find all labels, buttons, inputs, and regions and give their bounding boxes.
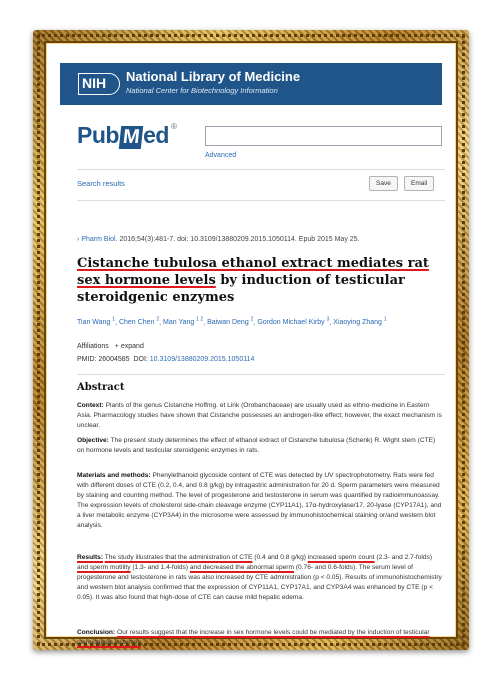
email-button[interactable]: Email (404, 176, 434, 191)
search-results-link[interactable]: Search results (77, 179, 125, 188)
nih-title[interactable]: National Library of Medicine (126, 69, 301, 84)
divider (77, 169, 445, 170)
registered-mark: ® (171, 122, 177, 131)
author-link[interactable]: Gordon Michael Kirby $^3$ (257, 317, 330, 327)
author-link[interactable]: Chen Chen $^2$ (118, 317, 160, 327)
citation-line (77, 236, 360, 243)
pubmed-logo[interactable] (77, 122, 169, 149)
pubmed-logo-ed: ed (143, 122, 169, 148)
advanced-search-link[interactable]: Advanced (205, 152, 237, 159)
abstract-methods: Materials and methods: Phenylethanoid glycoside content of CTE was detected by UV spectrophotometry. Rats were fed with different doses of CTE (0.2, 0.4, and 0.8 g/kg) by intragastric administration for 20 d. Sperm parameters were measured by staining and counting method. The level of progesterone and testosterone in serum was quantified by radioimmunoassay. The expression levels of cholesterol side-chain cleavage enzyme (CYP11A1), 17α-hydroxylase/17, 20-lyase (CYP17A1), and a liver metabolic enzyme (CYP3A4) in the microsome were assessed by immunohistochemical staining or/and western blot analysis. (77, 472, 442, 529)
author-link[interactable]: Tian Wang $^1$ (77, 317, 116, 327)
abstract-conclusion: Conclusion: Our results suggest that the increase in sex hormone levels could be mediated by the induction of testicular steroidgenic enzymes. (77, 629, 430, 646)
abstract-heading: Abstract (77, 382, 125, 393)
article-title (77, 255, 442, 306)
doi-label: DOI: (133, 356, 148, 363)
nih-subtitle: National Center for Biotechnology Information (126, 86, 278, 95)
abstract-context: Context: Plants of the genus Cistanche Hoffmg. et Link (Orobanchaceae) are usually used as ethno-medicine in Eastern Asia. Pharmacology studies have shown that Cistanche possesses an androgen-like effect; however, the exact mechanism is unclear. (77, 402, 442, 429)
nih-logo[interactable]: NIH (78, 73, 120, 95)
abstract-objective: Objective: The present study determines the effect of ethanol extract of Cistanche tubulosa (Schenk) R. Wight stem (CTE) on hormone levels and testicular steroidgenic enzymes in rats. (77, 437, 436, 454)
pubmed-page (47, 44, 455, 646)
affiliations-row[interactable] (77, 343, 144, 350)
plus-icon: + (114, 343, 119, 350)
abstract-results: Results: The study illustrates that the administration of CTE (0.4 and 0.8 g/kg) increased sperm count (2.3- and 2.7-folds) and sperm motility (1.3- and 1.4-folds) and decreased the abnormal sperm (0.76- and 0.6-folds). The serum level of progesterone and testosterone in rats was also increased by CTE administration (p < 0.05). Results of immunohistochemistry and western blot analysis confirmed that the expression of CYP11A1, CYP17A1, and CYP3A4 was enhanced by CTE (p < 0.05). It was also found that high-dose of CTE can cause mild hepatic edema. (77, 554, 442, 601)
divider (77, 374, 445, 375)
author-list: Tian Wang $^1$, Chen Chen $^2$, Man Yang $^{1 2}$, Baiwan Deng $^2$, Gordon Michael Kirby $^3$, Xiaoying Zhang $^1$ (77, 317, 387, 327)
save-button[interactable]: Save (369, 176, 398, 191)
citation-details: 2016;54(3):481-7. doi: 10.3109/13880209.2015.1050114. Epub 2015 May 25. (119, 236, 360, 243)
doi-link[interactable]: 10.3109/13880209.2015.1050114 (149, 356, 255, 363)
chevron-right-icon: › (77, 236, 80, 243)
title-rest: by induction of testicular steroidgenic enzymes (77, 273, 405, 305)
affiliations-label: Affiliations (77, 343, 109, 350)
expand-link[interactable]: expand (120, 343, 144, 350)
author-link[interactable]: Baiwan Deng $^2$ (207, 317, 254, 327)
author-link[interactable]: Man Yang $^{1 2}$ (163, 317, 204, 327)
pubmed-logo-pub: Pub (77, 122, 119, 148)
gold-picture-frame (33, 30, 469, 650)
title-underlined: Cistanche tubulosa ethanol extract mediates rat sex hormone levels (77, 256, 429, 288)
divider (77, 200, 445, 201)
pmid: PMID: 26004585 (77, 356, 130, 363)
journal-link[interactable]: Pharm Biol. (81, 236, 118, 243)
search-input[interactable] (205, 126, 442, 146)
identifiers-row (77, 356, 254, 363)
nih-header-banner (60, 63, 442, 105)
author-link[interactable]: Xiaoying Zhang $^1$ (333, 317, 387, 327)
pubmed-logo-m: M (119, 126, 144, 149)
